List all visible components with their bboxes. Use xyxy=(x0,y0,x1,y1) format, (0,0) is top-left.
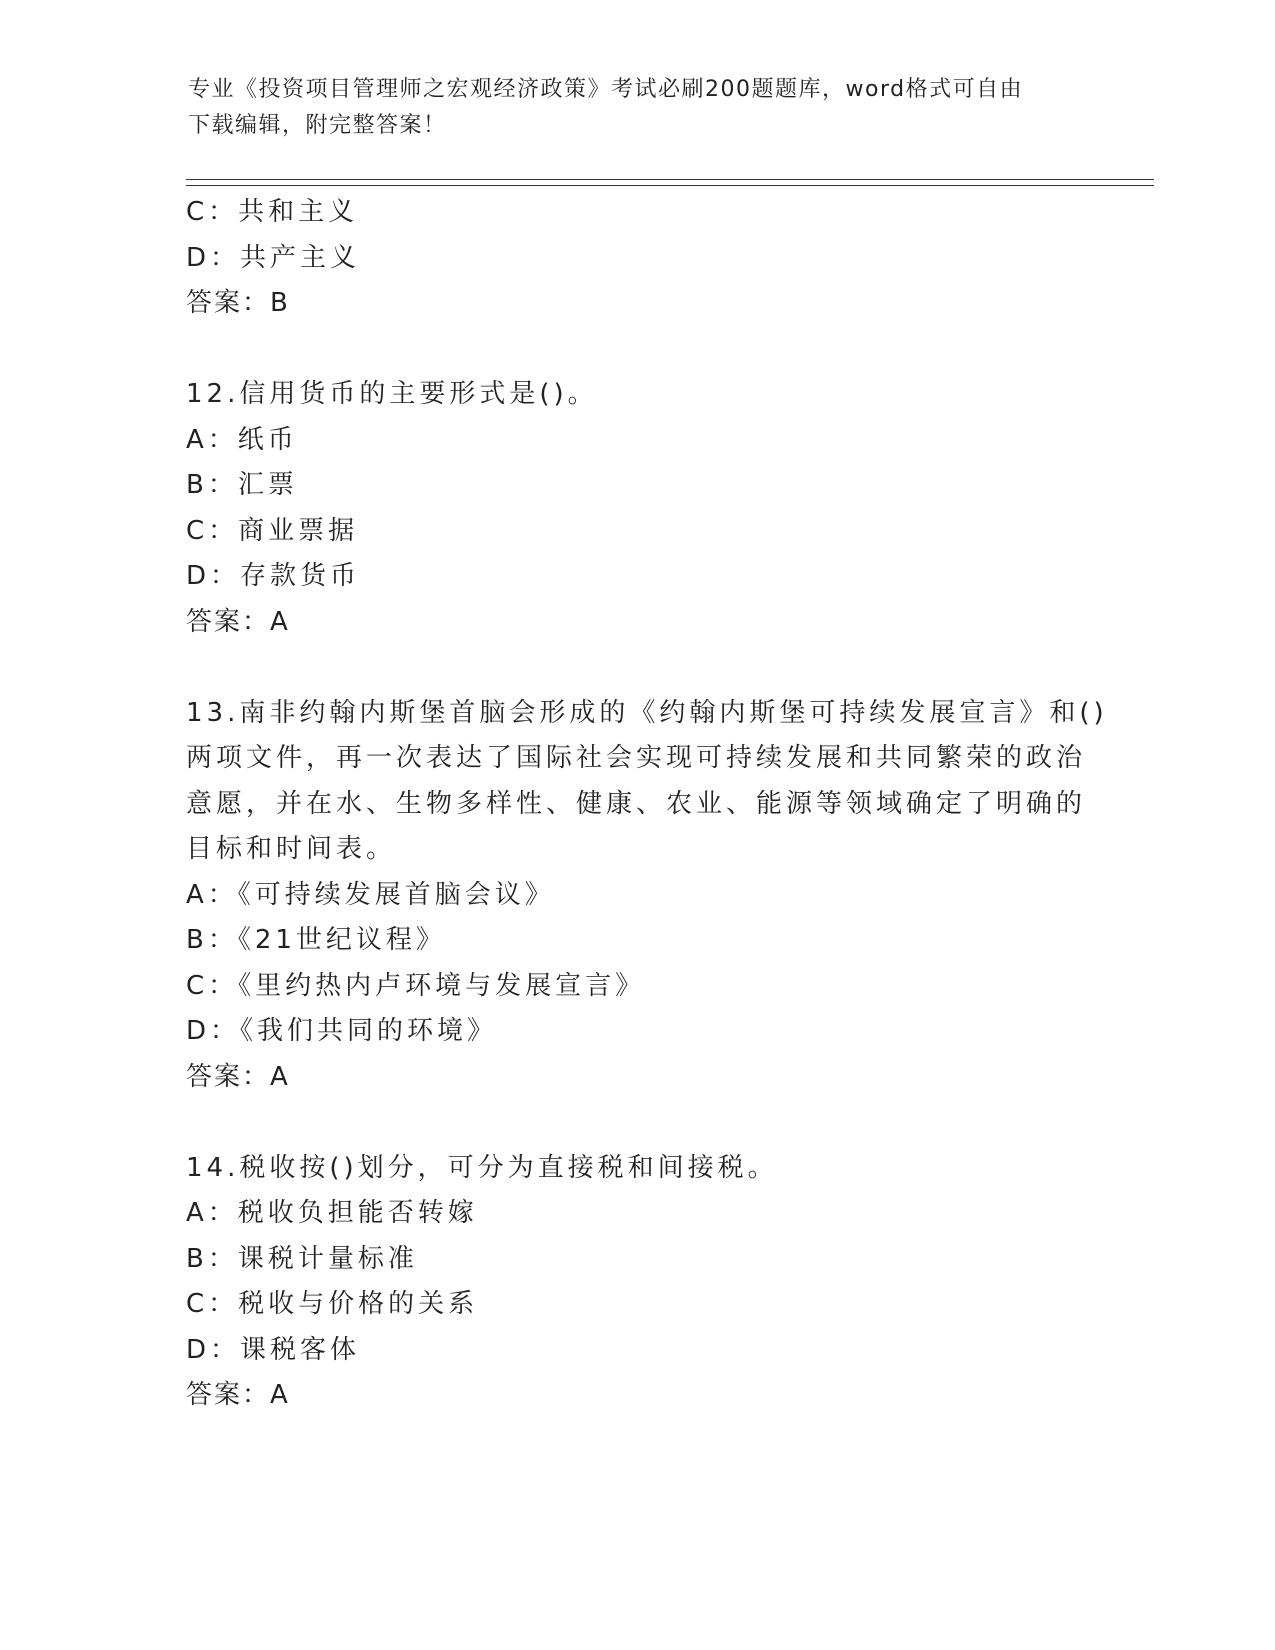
stem-line: 12.信用货币的主要形式是()。 xyxy=(186,379,598,409)
option-a: A：纸币 xyxy=(186,424,298,455)
option-a: A：税收负担能否转嫁 xyxy=(186,1198,478,1228)
option-c: C：《里约热内卢环境与发展宣言》 xyxy=(186,970,646,1001)
header-line-2: 下载编辑，附完整答案！ xyxy=(188,113,447,138)
stem-line: 目标和时间表。 xyxy=(186,834,397,864)
answer-line: 答案：A xyxy=(186,606,290,637)
question-stem xyxy=(186,691,1108,873)
option-a: A：《可持续发展首脑会议》 xyxy=(186,879,555,910)
document-header xyxy=(188,72,1078,144)
question-14 xyxy=(186,1146,1086,1419)
stem-line: 意愿，并在水、生物多样性、健康、农业、能源等领域确定了明确的 xyxy=(186,788,1087,819)
question-stem xyxy=(186,1146,1066,1192)
option-b: B：汇票 xyxy=(186,470,298,500)
option-d: D：共产主义 xyxy=(186,242,361,273)
question-list xyxy=(186,190,1108,1419)
answer-line: 答案：A xyxy=(186,1380,290,1410)
option-c: C：共和主义 xyxy=(186,197,359,227)
header-divider-top xyxy=(186,179,1154,180)
option-c: C：商业票据 xyxy=(186,515,359,546)
question-12 xyxy=(186,372,1086,645)
option-b: B：《21世纪议程》 xyxy=(186,925,446,955)
option-b: B：课税计量标准 xyxy=(186,1243,418,1274)
question-stem xyxy=(186,372,1066,418)
header-line-1: 专业《投资项目管理师之宏观经济政策》考试必刷200题题库，word格式可自由 xyxy=(188,77,1024,102)
question-11-continued xyxy=(186,190,1086,327)
option-d: D：存款货币 xyxy=(186,561,361,591)
option-c: C：税收与价格的关系 xyxy=(186,1289,479,1319)
option-d: D：《我们共同的环境》 xyxy=(186,1016,498,1046)
stem-line: 13.南非约翰内斯堡首脑会形成的《约翰内斯堡可持续发展宣言》和() xyxy=(186,697,1108,728)
header-divider-bottom xyxy=(186,185,1154,186)
option-d: D：课税客体 xyxy=(186,1334,361,1365)
answer-line: 答案：B xyxy=(186,288,290,318)
stem-line: 14.税收按()划分，可分为直接税和间接税。 xyxy=(186,1152,778,1183)
stem-line: 两项文件，再一次表达了国际社会实现可持续发展和共同繁荣的政治 xyxy=(186,743,1087,773)
answer-line: 答案：A xyxy=(186,1061,290,1092)
question-13 xyxy=(186,691,1108,1101)
